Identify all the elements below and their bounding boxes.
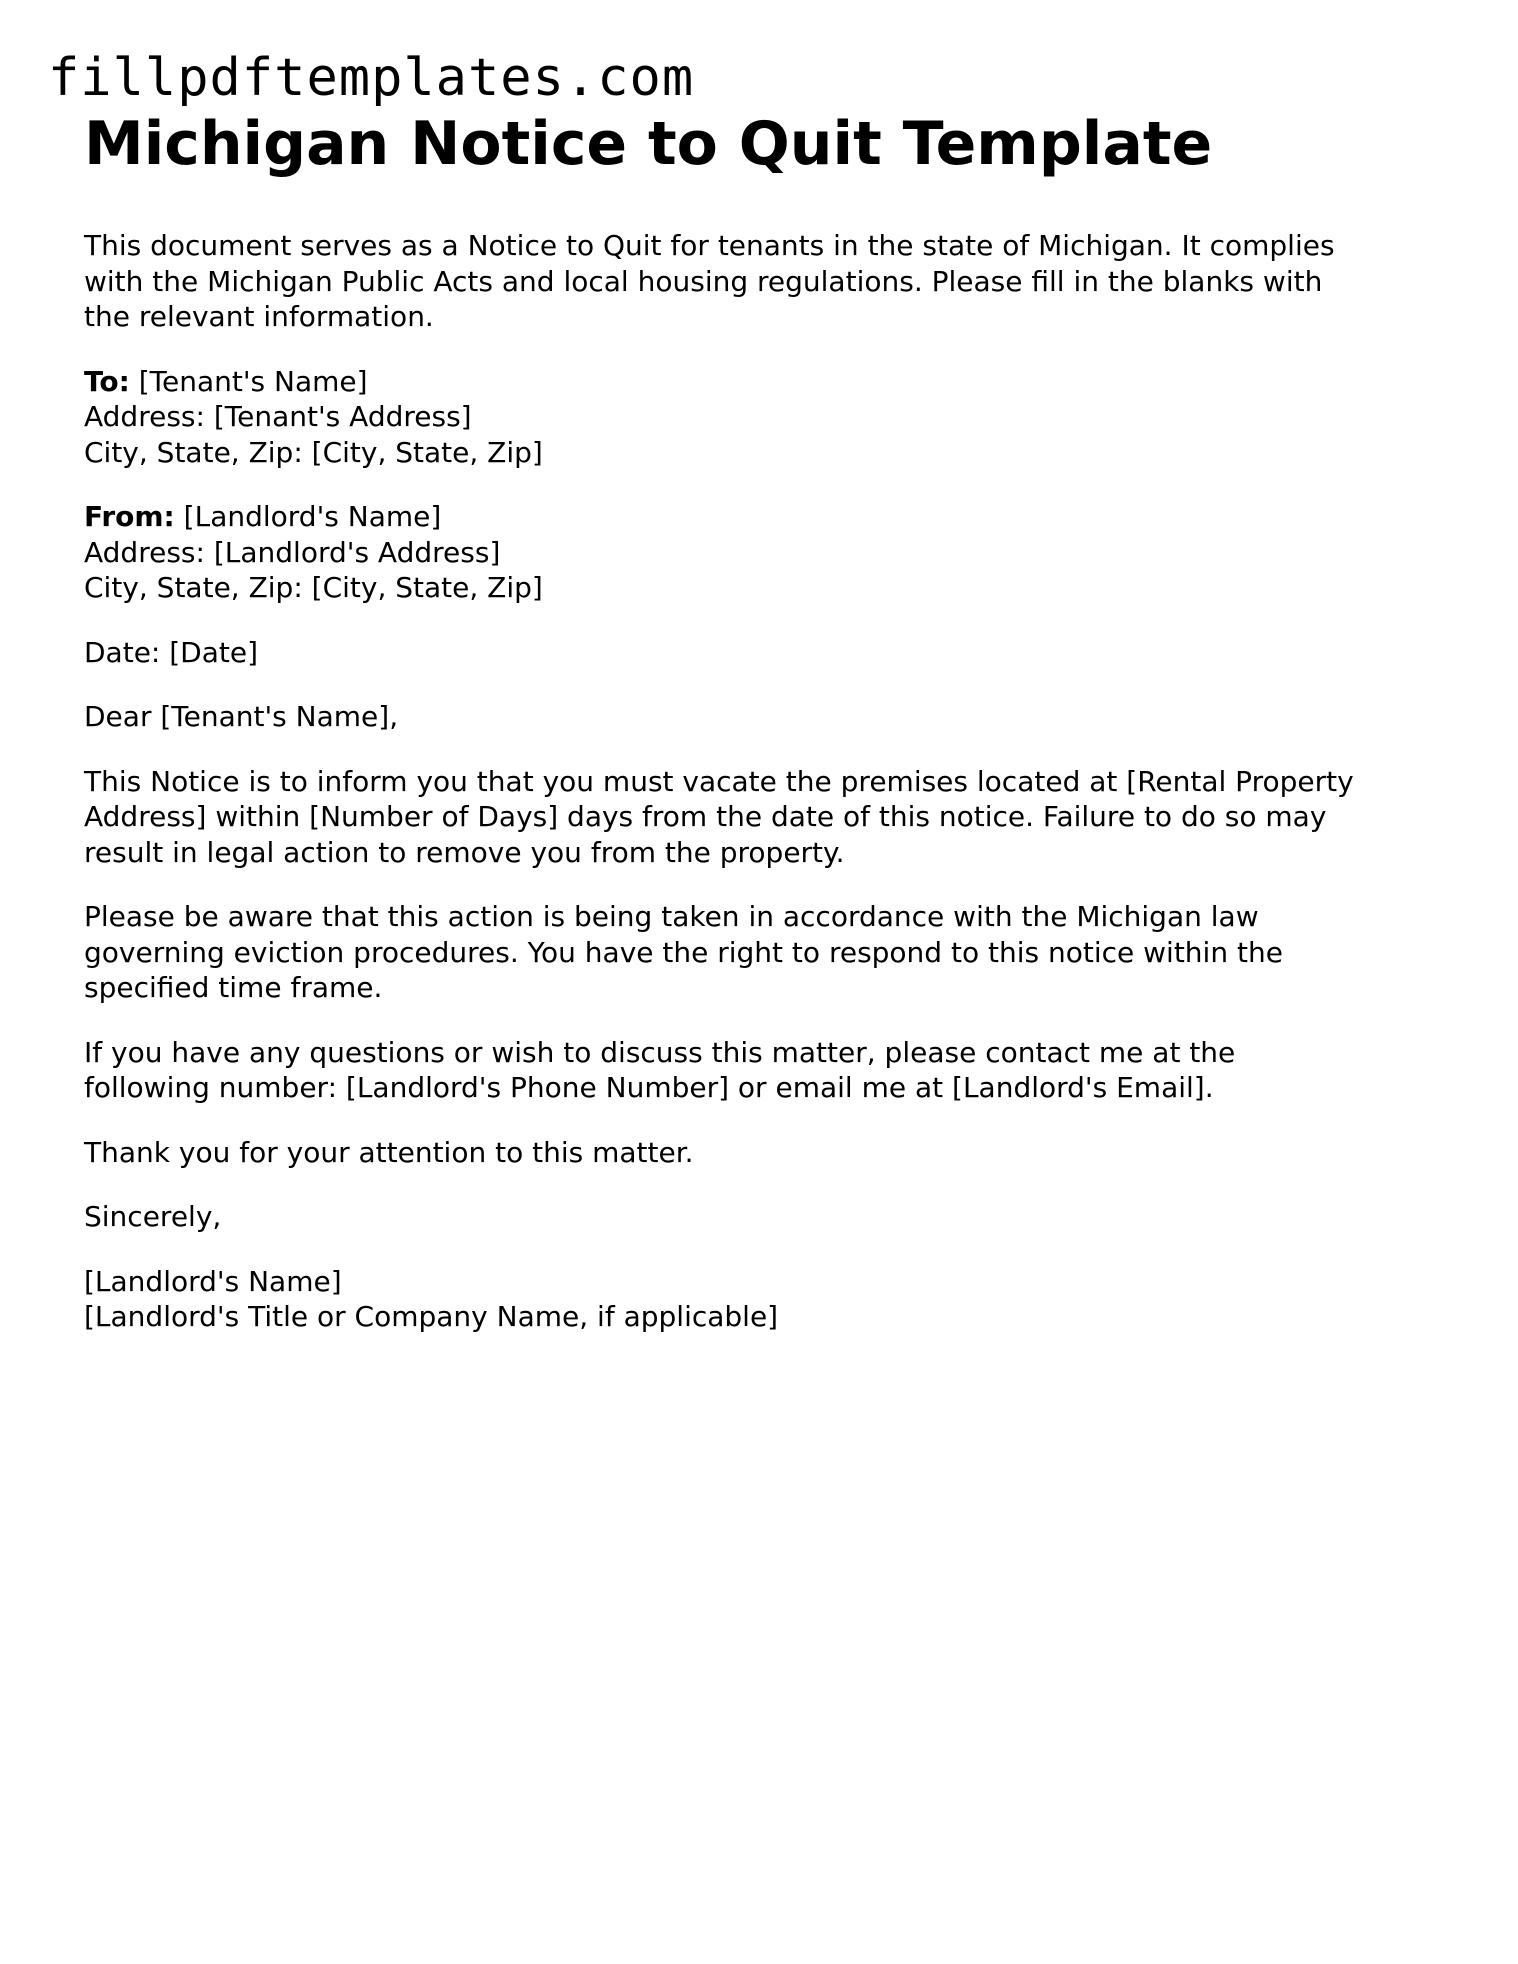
sender-address: Address: [Landlord's Address] [84,535,501,569]
notice-line: result in legal action to remove you from the property. [84,835,845,869]
intro-line: This document serves as a Notice to Quit for tenants in the state of Michigan. It complies [84,229,1335,262]
contact-paragraph [84,1035,1444,1106]
signature-name: [Landlord's Name] [84,1264,342,1298]
sender-name: [Landlord's Name] [174,500,442,533]
document-title: Michigan Notice to Quit Template [84,109,1213,179]
document-body [84,104,1444,1364]
recipient-name-line [84,364,1444,400]
contact-line: If you have any questions or wish to discuss this matter, please contact me at the [84,1035,1236,1069]
signature-block [84,1264,1444,1335]
salutation [84,699,1444,735]
site-watermark: fillpdftemplates.com [48,48,695,108]
recipient-address: Address: [Tenant's Address] [84,400,472,433]
sender-city: City, State, Zip: [City, State, Zip] [84,571,543,604]
notice-line: This Notice is to inform you that you must vacate the premises located at [Rental Property [84,764,1354,798]
recipient-name: [Tenant's Name] [129,364,368,398]
legal-line: specified time frame. [84,971,383,1004]
thanks-text: Thank you for your attention to this matter. [84,1135,694,1169]
notice-line: Address] within [Number of Days] days from the date of this notice. Failure to do so may [84,800,1327,833]
thanks-paragraph [84,1135,1444,1171]
from-label: From: [84,500,175,533]
legal-paragraph [84,899,1444,1006]
date-line [84,635,1444,671]
contact-line: following number: [Landlord's Phone Number] or email me at [Landlord's Email]. [84,1071,1214,1104]
notice-paragraph [84,764,1444,871]
legal-line: governing eviction procedures. You have the right to respond to this notice within the [84,935,1283,969]
date-text: Date: [Date] [84,635,259,669]
intro-paragraph [84,228,1444,335]
sender-block [84,499,1444,606]
recipient-city: City, State, Zip: [City, State, Zip] [84,435,543,469]
recipient-block [84,364,1444,471]
signature-title: [Landlord's Title or Company Name, if applicable] [84,1300,779,1333]
intro-line: with the Michigan Public Acts and local housing regulations. Please fill in the blanks with [84,264,1323,298]
closing-text: Sincerely, [84,1200,222,1233]
closing [84,1199,1444,1235]
intro-line: the relevant information. [84,300,434,333]
sender-name-line [84,499,1444,535]
salutation-text: Dear [Tenant's Name], [84,700,399,733]
to-label: To: [84,364,130,398]
legal-line: Please be aware that this action is being taken in accordance with the Michigan law [84,900,1259,933]
